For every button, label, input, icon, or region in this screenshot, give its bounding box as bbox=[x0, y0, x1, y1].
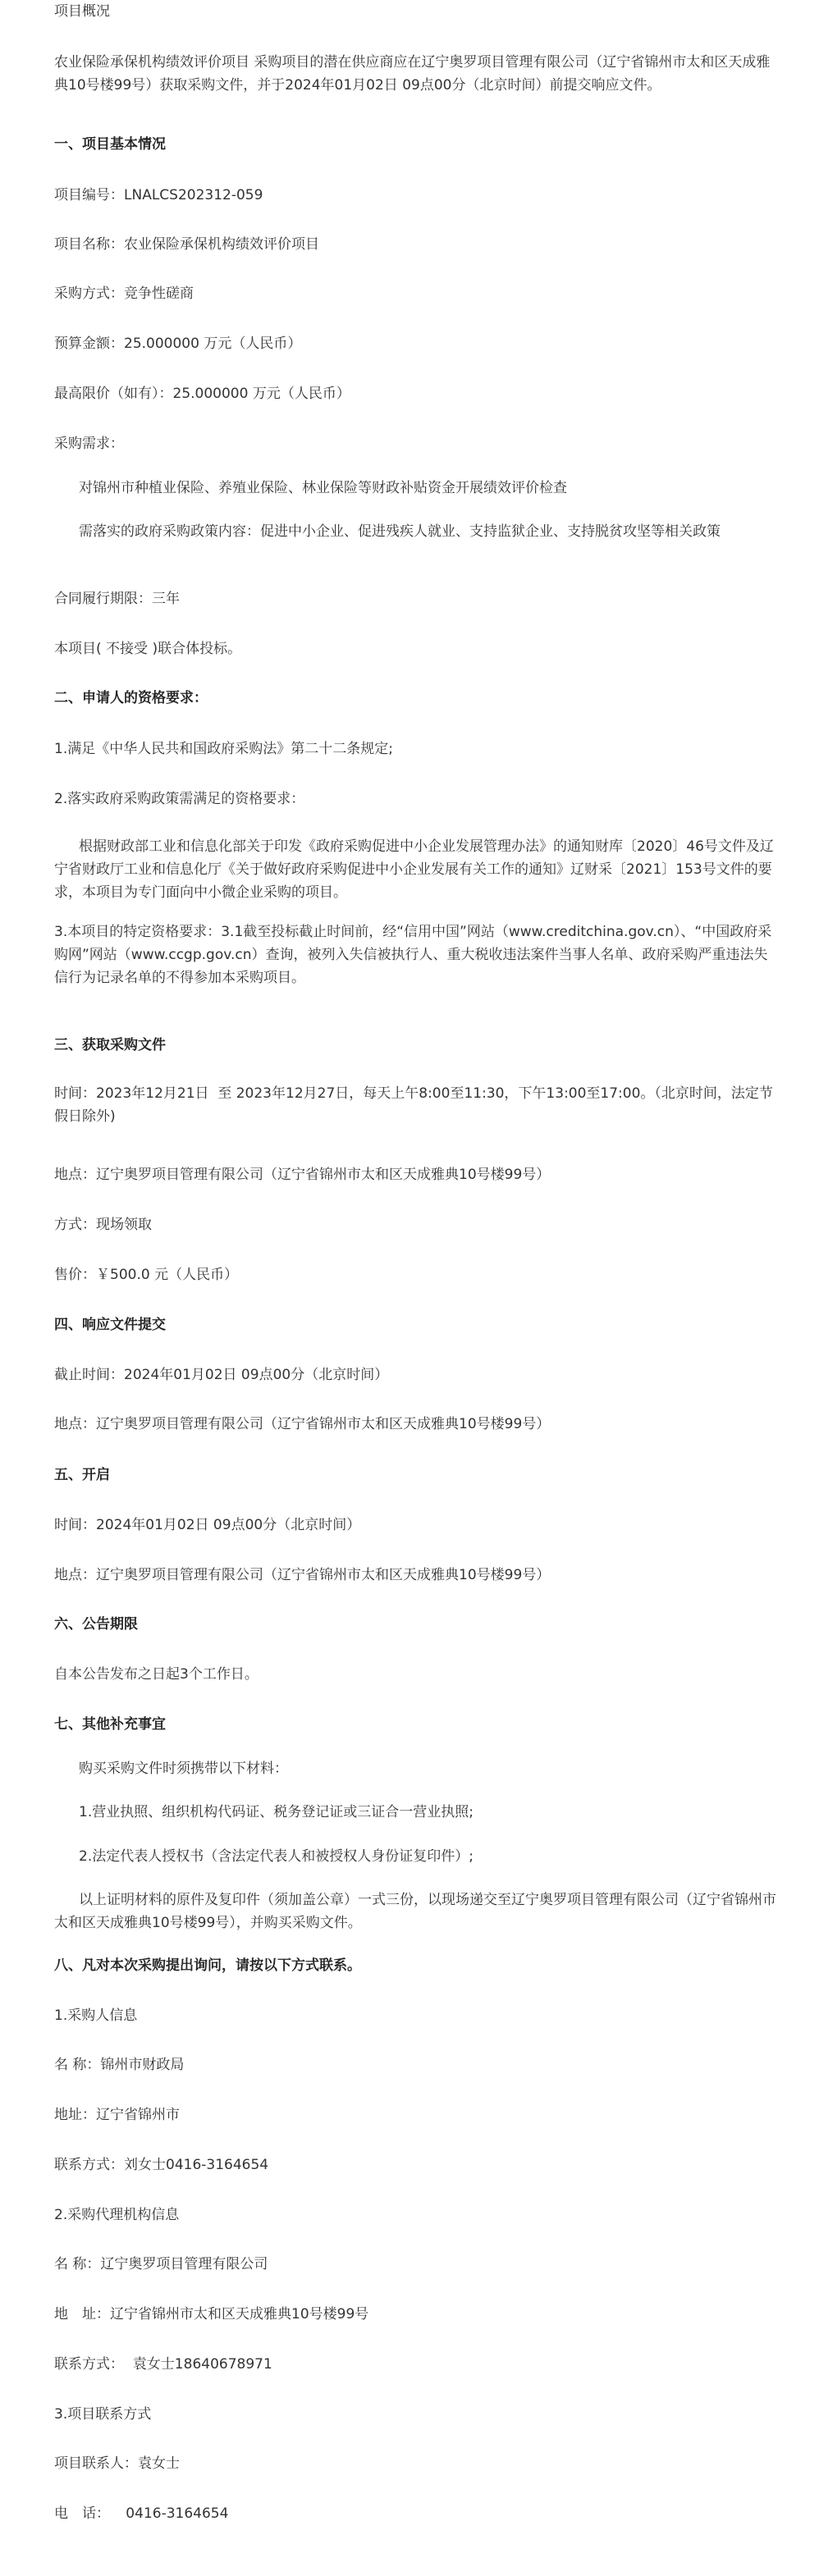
section-4-title: 四、响应文件提交 bbox=[54, 1317, 166, 1333]
project-name: 项目名称：农业保险承保机构绩效评价项目 bbox=[54, 236, 319, 253]
section-8-title: 八、凡对本次采购提出询问，请按以下方式联系。 bbox=[54, 1957, 361, 1974]
purchaser-contact: 联系方式：刘女士0416-3164654 bbox=[54, 2157, 269, 2173]
requirement-3: 3.本项目的特定资格要求：3.1截至投标截止时间前，经“信用中国”网站（www.creditchina.gov.cn）、“中国政府采购网”网站（www.ccgp.gov.cn）查询，被列入失信被执行人、重大税收违法案件当事人名单、政府采购严重违法失信行为记录名单的不得参加本采购项目。 bbox=[54, 924, 772, 986]
agency-address: 地 址：辽宁省锦州市太和区天成雅典10号楼99号 bbox=[54, 2306, 369, 2323]
materials-intro: 购买采购文件时须携带以下材料： bbox=[79, 1761, 288, 1777]
demand-label: 采购需求： bbox=[54, 436, 124, 452]
agency-label: 2.采购代理机构信息 bbox=[54, 2207, 180, 2223]
section-1-title: 一、项目基本情况 bbox=[54, 136, 166, 153]
opening-time: 时间：2024年01月02日 09点00分（北京时间） bbox=[54, 1517, 361, 1533]
obtain-time: 时间：2023年12月21日 至 2023年12月27日，每天上午8:00至11:30，下午13:00至17:00。（北京时间，法定节假日除外) bbox=[54, 1085, 773, 1125]
requirement-1: 1.满足《中华人民共和国政府采购法》第二十二条规定; bbox=[54, 741, 393, 757]
requirement-2-detail: 根据财政部工业和信息化部关于印发《政府采购促进中小企业发展管理办法》的通知财库〔2020〕46号文件及辽宁省财政厅工业和信息化厅《关于做好政府采购促进中小企业发展有关工作的通知》辽财采〔2021〕153号文件的要求，本项目为专门面向中小微企业采购的项目。 bbox=[54, 838, 774, 901]
project-contact-label: 3.项目联系方式 bbox=[54, 2406, 152, 2423]
overview-label: 项目概况 bbox=[54, 3, 110, 20]
section-5-title: 五、开启 bbox=[54, 1467, 110, 1483]
materials-item-1: 1.营业执照、组织机构代码证、税务登记证或三证合一营业执照; bbox=[79, 1804, 474, 1820]
opening-place: 地点：辽宁奥罗项目管理有限公司（辽宁省锦州市太和区天成雅典10号楼99号） bbox=[54, 1567, 551, 1583]
section-2-title: 二、申请人的资格要求： bbox=[54, 690, 208, 706]
purchaser-label: 1.采购人信息 bbox=[54, 2007, 138, 2024]
submission-deadline: 截止时间：2024年01月02日 09点00分（北京时间） bbox=[54, 1367, 389, 1383]
agency-contact: 联系方式： 袁女士18640678971 bbox=[54, 2356, 272, 2373]
purchaser-name: 名 称：锦州市财政局 bbox=[54, 2057, 185, 2073]
obtain-place: 地点：辽宁奥罗项目管理有限公司（辽宁省锦州市太和区天成雅典10号楼99号） bbox=[54, 1167, 551, 1183]
agency-name: 名 称：辽宁奥罗项目管理有限公司 bbox=[54, 2256, 268, 2272]
contract-period: 合同履行期限：三年 bbox=[54, 591, 180, 607]
requirement-2: 2.落实政府采购政策需满足的资格要求： bbox=[54, 791, 305, 807]
overview-text: 农业保险承保机构绩效评价项目 采购项目的潜在供应商应在辽宁奥罗项目管理有限公司（辽宁省锦州市太和区天成雅典10号楼99号）获取采购文件，并于2024年01月02日 09点00分（北京时间）前提交响应文件。 bbox=[54, 54, 771, 94]
project-number: 项目编号：LNALCS202312-059 bbox=[54, 187, 263, 203]
purchaser-address: 地址：辽宁省锦州市 bbox=[54, 2107, 180, 2123]
demand-item-1: 对锦州市种植业保险、养殖业保险、林业保险等财政补贴资金开展绩效评价检查 bbox=[79, 480, 567, 496]
budget-amount: 预算金额：25.000000 万元（人民币） bbox=[54, 336, 302, 352]
materials-item-2: 2.法定代表人授权书（含法定代表人和被授权人身份证复印件）; bbox=[79, 1848, 474, 1865]
obtain-method: 方式：现场领取 bbox=[54, 1217, 152, 1233]
consortium-note: 本项目( 不接受 )联合体投标。 bbox=[54, 641, 242, 657]
notice-period: 自本公告发布之日起3个工作日。 bbox=[54, 1666, 259, 1683]
materials-note: 以上证明材料的原件及复印件（须加盖公章）一式三份，以现场递交至辽宁奥罗项目管理有限公司（辽宁省锦州市太和区天成雅典10号楼99号），并购买采购文件。 bbox=[54, 1892, 776, 1931]
section-7-title: 七、其他补充事宜 bbox=[54, 1716, 166, 1733]
submission-place: 地点：辽宁奥罗项目管理有限公司（辽宁省锦州市太和区天成雅典10号楼99号） bbox=[54, 1416, 551, 1432]
project-contact-person: 项目联系人：袁女士 bbox=[54, 2455, 180, 2472]
project-contact-phone: 电 话： 0416-3164654 bbox=[54, 2505, 229, 2522]
procurement-method: 采购方式：竞争性磋商 bbox=[54, 285, 194, 302]
section-3-title: 三、获取采购文件 bbox=[54, 1037, 166, 1053]
section-6-title: 六、公告期限 bbox=[54, 1616, 138, 1633]
document-price: 售价：￥500.0 元（人民币） bbox=[54, 1267, 239, 1283]
demand-item-2: 需落实的政府采购政策内容：促进中小企业、促进残疾人就业、支持监狱企业、支持脱贫攻坚等相关政策 bbox=[79, 523, 721, 540]
max-price: 最高限价（如有）：25.000000 万元（人民币） bbox=[54, 386, 350, 402]
